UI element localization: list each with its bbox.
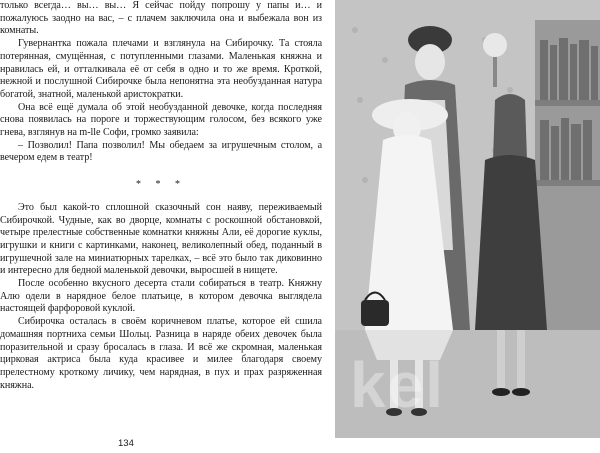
page-number: 134 [118,438,134,449]
paragraph: Она всё ещё думала об этой необузданной девочке, когда последняя снова появилась на пороге и торжествующим голосом, без всякого уже гнева, взглянув на m-lle Софи, громко заявила: [0,101,322,139]
paragraph: После особенно вкусного десерта стали собираться в театр. Княжну Алю одели в нарядное белое платьице, в котором девочка выглядела настоящей фарфоровой куклой. [0,278,322,315]
watermark: kel [350,349,445,421]
paragraph: – Позволил! Папа позволил! Мы обедаем за игрушечным столом, а вечером едем в театр! [0,139,322,164]
paragraph: только всегда… вы… вы… Я сейчас пойду попрошу у папы и… и пожалуюсь заодно на вас, – с плачем заключила она и выбежала вон из комнаты. [0,0,322,37]
paragraph: Сибирочка осталась в своём коричневом платье, которое ей сшила домашняя портниха семьи Шольц. Разница в наряде обеих девочек была поразительной и сразу бросалась в глаза. И всё же скромная, маленькая цирковая актриса была куда красивее и милее благодаря своему прелестному кроткому личику, чем нарядная, в пух и прах разряженная княжна. [0,316,322,391]
section-separator: * * * [136,179,186,191]
paragraph: Это был какой-то сплошной сказочный сон наяву, переживаемый Сибирочкой. Чудные, как во дворце, комнаты с роскошной обстановкой, четыре прелестные собственные комнатки княжны Али, её дорогие куклы, игрушки и книги с картинками, наконец, великолепный обед, поданный в игрушечной зале на миниатюрных тарелках, – всё это было так диковинно и интересно для бедной маленькой девочки, выросшей в нищете. [0,201,322,277]
illustration-drawing [335,0,600,438]
illustration [335,0,600,438]
paragraph: Гувернантка пожала плечами и взглянула на Сибирочку. Та стояла потерянная, смущённая, с потупленными глазами. Маленькая княжна и нравилась ей, и отталкивала её от себя в одно и то же время. Кроткой, нежной и послушной Сибирочке была непонятна эта необузданная натура богатой, знатной, маленькой аристократки. [0,38,322,100]
